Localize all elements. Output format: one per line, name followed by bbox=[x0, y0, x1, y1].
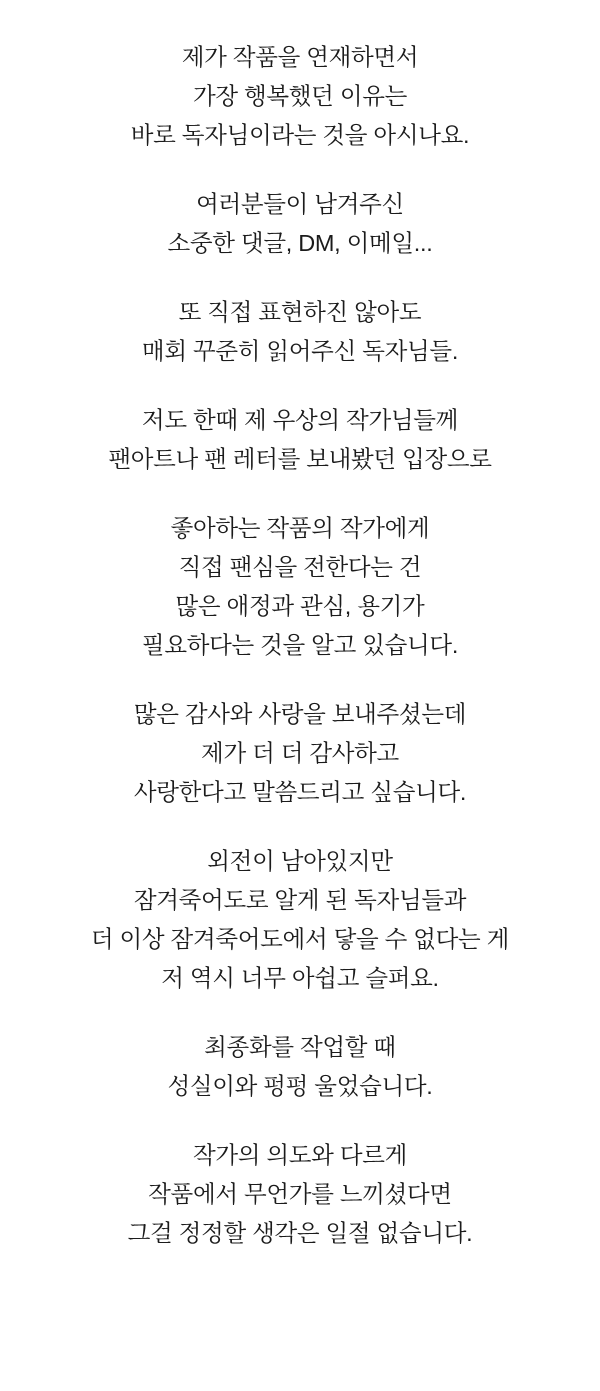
letter-line: 작가의 의도와 다르게 bbox=[192, 1142, 408, 1168]
letter-line: 많은 애정과 관심, 용기가 bbox=[175, 593, 425, 619]
letter-paragraph bbox=[18, 38, 582, 155]
letter-line: 그걸 정정할 생각은 일절 없습니다. bbox=[127, 1220, 473, 1246]
letter-paragraph bbox=[18, 842, 582, 998]
letter-paragraph bbox=[18, 185, 582, 263]
letter-line: 최종화를 작업할 때 bbox=[204, 1034, 396, 1060]
letter-line: 또 직접 표현하진 않아도 bbox=[178, 299, 422, 325]
letter-line: 많은 감사와 사랑을 보내주셨는데 bbox=[133, 701, 467, 727]
letter-line: 제가 작품을 연재하면서 bbox=[181, 44, 419, 70]
letter-line: 바로 독자님이라는 것을 아시나요. bbox=[130, 122, 470, 148]
letter-line: 소중한 댓글, DM, 이메일... bbox=[167, 230, 433, 256]
letter-line: 더 이상 잠겨죽어도에서 닿을 수 없다는 게 bbox=[90, 926, 510, 952]
letter-line: 작품에서 무언가를 느끼셨다면 bbox=[148, 1181, 452, 1207]
letter-line: 잠겨죽어도로 알게 된 독자님들과 bbox=[133, 887, 467, 913]
letter-paragraph bbox=[18, 401, 582, 479]
letter-line: 외전이 남아있지만 bbox=[207, 848, 393, 874]
letter-paragraph bbox=[18, 1028, 582, 1106]
letter-line: 좋아하는 작품의 작가에게 bbox=[170, 515, 430, 541]
letter-line: 필요하다는 것을 알고 있습니다. bbox=[141, 632, 459, 658]
letter-line: 팬아트나 팬 레터를 보내봤던 입장으로 bbox=[108, 446, 492, 472]
letter-line: 성실이와 펑펑 울었습니다. bbox=[167, 1073, 433, 1099]
letter-line: 가장 행복했던 이유는 bbox=[192, 83, 408, 109]
letter-line: 제가 더 더 감사하고 bbox=[201, 740, 399, 766]
letter-line: 여러분들이 남겨주신 bbox=[196, 191, 404, 217]
letter-line: 저도 한때 제 우상의 작가님들께 bbox=[141, 407, 459, 433]
letter-paragraph bbox=[18, 1136, 582, 1253]
letter-line: 사랑한다고 말씀드리고 싶습니다. bbox=[133, 779, 467, 805]
letter-line: 매회 꾸준히 읽어주신 독자님들. bbox=[141, 338, 459, 364]
letter-paragraph bbox=[18, 293, 582, 371]
letter-line: 저 역시 너무 아쉽고 슬퍼요. bbox=[161, 965, 439, 991]
letter-paragraph bbox=[18, 695, 582, 812]
letter-paragraph bbox=[18, 509, 582, 665]
letter-body bbox=[18, 38, 582, 1253]
letter-line: 직접 팬심을 전한다는 건 bbox=[178, 554, 422, 580]
